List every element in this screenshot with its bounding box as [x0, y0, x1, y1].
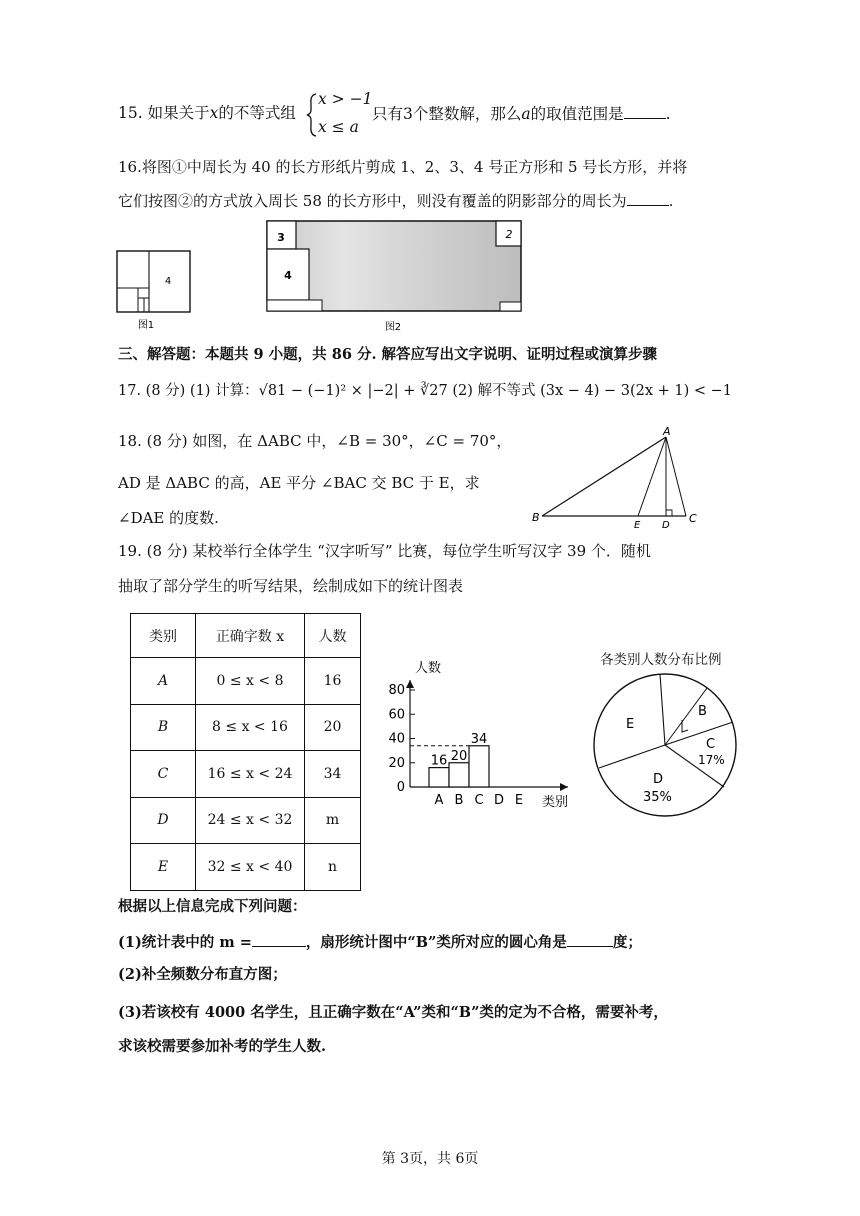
page-footer: 第 3页，共 6页 [381, 1151, 479, 1167]
x-tick-label: D [493, 793, 505, 808]
q18-line2: AD 是 ΔABC 的高，AE 平分 ∠BAC 交 BC 于 E，求 [118, 474, 480, 492]
table-cell: 16 ≤ x < 24 [196, 751, 305, 798]
q19-part3b: 求该校需要参加补考的学生人数. [118, 1038, 327, 1055]
q15-end: . [665, 105, 671, 123]
table-header-cell: 正确字数 x [196, 614, 305, 658]
table-cell: 16 [305, 658, 361, 705]
pie-title: 各类别人数分布比例 [600, 652, 722, 668]
q18-triangle-figure [528, 425, 708, 530]
bar-data-label: 16 [430, 753, 448, 769]
y-axis-arrow [406, 680, 414, 688]
table-cell: 32 ≤ x < 40 [196, 844, 305, 891]
q15-ineq2: x ≤ a [318, 118, 359, 136]
q16-figure1 [116, 250, 196, 330]
x-tick-label: B [454, 793, 464, 808]
q19-part1-b: ，扇形统计图中“B”类所对应的圆心角是 [305, 934, 567, 951]
table-row [131, 658, 361, 705]
x-tick-label: C [474, 793, 484, 808]
q15-mid: 的不等式组 [218, 104, 296, 122]
bar-data-label: 20 [450, 748, 468, 764]
q19-part1-a: (1)统计表中的 m = [118, 934, 252, 951]
q19-part1-c: 度； [612, 934, 642, 951]
histogram-marks [410, 732, 523, 808]
bar-data-label: 34 [470, 731, 488, 747]
q19-line2: 抽取了部分学生的听写结果，绘制成如下的统计图表 [118, 577, 464, 595]
q17-text: 17. (8 分) (1) 计算：√81 − (−1)² × |−2| + ∛27 (2) 解不等式 (3x − 4) − 3(2x + 1) < −1 [118, 383, 733, 399]
table-cell: 8 ≤ x < 16 [196, 704, 305, 751]
q16-answer-blank [627, 191, 669, 206]
fig1-caption: 图1 [137, 320, 155, 330]
q19-line1: 19. (8 分) 某校举行全体学生 “汉字听写” 比赛，每位学生听写汉字 39 个．随机 [118, 542, 651, 560]
histogram-bar [469, 746, 489, 787]
q15-suffix: 的取值范围是 [530, 105, 624, 123]
fig2-square2-label: 2 [505, 228, 513, 241]
q18-label-B: B [532, 511, 540, 524]
table-row [131, 844, 361, 891]
pie-label-E: E [626, 717, 635, 732]
pie-label-B: B [698, 704, 707, 719]
histogram-bar [429, 768, 449, 787]
y-tick-label: 40 [388, 731, 405, 747]
q19-part2: (2)补全频数分布直方图； [118, 966, 287, 983]
q19-part3a: (3)若该校有 4000 名学生，且正确字数在“A”类和“B”类的定为不合格，需要补考， [118, 1004, 668, 1021]
y-tick-label: 0 [396, 780, 405, 795]
table-cell: 34 [305, 751, 361, 798]
table-cell: E [131, 844, 196, 891]
table-cell: n [305, 844, 361, 891]
q15-ineq1: x > −1 [318, 90, 373, 108]
table-row [131, 704, 361, 751]
q19-stat-table [130, 613, 361, 891]
q19-pie-chart [590, 670, 740, 820]
q19-part1 [118, 932, 642, 951]
q16-line2 [118, 191, 673, 210]
q16-line2-text: 它们按图②的方式放入周长 58 的长方形中，则没有覆盖的阴影部分的周长为 [118, 192, 627, 210]
table-cell: 24 ≤ x < 32 [196, 797, 305, 844]
table-cell: 0 ≤ x < 8 [196, 658, 305, 705]
pie-label-C: C [706, 737, 716, 752]
q15-tail [372, 104, 671, 124]
q18-line1: 18. (8 分) 如图，在 ΔABC 中，∠B = 30°，∠C = 70°， [118, 432, 512, 450]
histogram-xlabel: 类别 [542, 795, 569, 810]
table-cell: 20 [305, 704, 361, 751]
table-row [131, 797, 361, 844]
q15-var-x: x [209, 104, 219, 122]
y-tick-label: 20 [388, 755, 405, 771]
q15-prefix: 15. 如果关于 [118, 104, 210, 122]
x-tick-label: E [514, 793, 524, 808]
q16-line1: 16.将图①中周长为 40 的长方形纸片剪成 1、2、3、4 号正方形和 5 号长方形，并将 [118, 158, 688, 176]
x-axis-arrow [560, 783, 568, 791]
q18-label-A: A [663, 425, 671, 438]
table-header-row [131, 614, 361, 658]
table-header-cell: 人数 [305, 614, 361, 658]
histogram-ylabel: 人数 [415, 661, 442, 676]
q15-after: 只有3个整数解，那么 [372, 105, 522, 123]
table-header-cell: 类别 [131, 614, 196, 658]
y-tick-label: 60 [388, 707, 405, 723]
q19-after: 根据以上信息完成下列问题： [118, 898, 307, 915]
pie-label-D: D [653, 772, 664, 787]
q18-line3: ∠DAE 的度数. [118, 509, 219, 527]
q19-histogram [370, 650, 585, 810]
table-cell: m [305, 797, 361, 844]
q16-end: . [668, 192, 674, 210]
fig1-square-label: 4 [164, 276, 172, 287]
table-row [131, 751, 361, 798]
q18-label-D: D [662, 520, 670, 530]
histogram-bar [449, 763, 469, 787]
pie-label-D-pct: 35% [643, 790, 672, 805]
q15-brace [306, 92, 318, 138]
y-tick-label: 80 [388, 683, 405, 698]
q18-label-C: C [689, 512, 697, 525]
q19-m-blank [252, 932, 306, 947]
fig2-square4-label: 4 [284, 269, 292, 282]
q16-figure2 [266, 220, 526, 335]
table-cell: B [131, 704, 196, 751]
q18-label-E: E [634, 520, 641, 530]
q19-angle-blank [567, 932, 613, 947]
q15-answer-blank [624, 104, 666, 119]
fig2-square3-label: 3 [277, 231, 285, 244]
fig2-caption: 图2 [384, 322, 402, 333]
q15-var-a: a [521, 105, 531, 123]
table-cell: D [131, 797, 196, 844]
table-cell: A [131, 658, 196, 705]
pie-label-C-pct: 17% [698, 753, 725, 767]
q15-text [118, 104, 296, 123]
section3-heading: 三、解答题：本题共 9 小题，共 86 分. 解答应写出文字说明、证明过程或演算步骤 [118, 346, 658, 363]
table-cell: C [131, 751, 196, 798]
x-tick-label: A [434, 793, 444, 808]
